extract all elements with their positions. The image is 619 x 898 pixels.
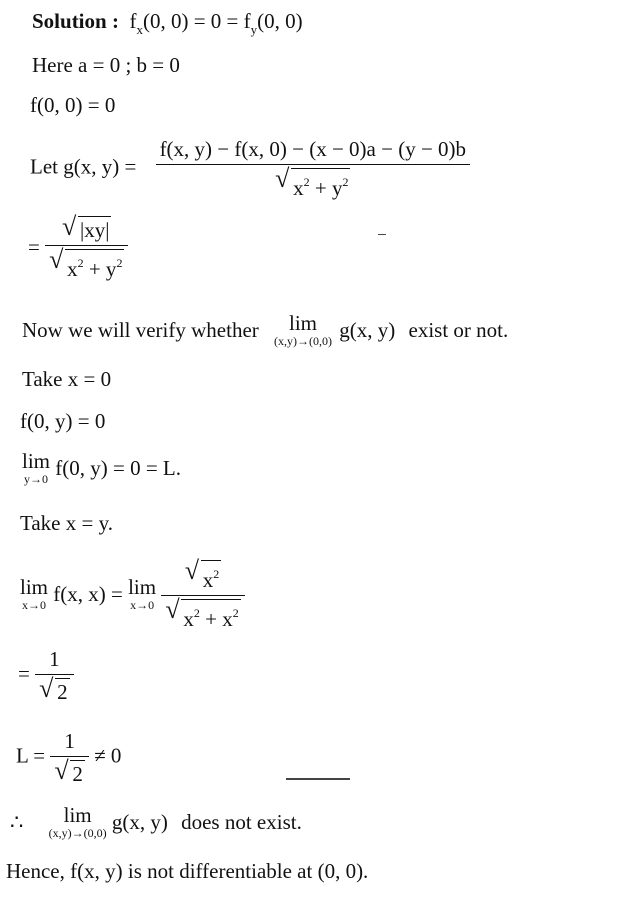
sqrt-sign: √ $x^2 + x^2$: [165, 595, 239, 631]
sqrt-sign: √ |xy|: [62, 212, 110, 242]
limit-operator: lim x→0: [128, 575, 157, 612]
limit-operator: lim (x,y)→(0,0): [274, 311, 332, 348]
let-g-lhs: Let g(x, y) =: [30, 154, 137, 179]
here-line: Here a = 0 ; b = 0: [32, 53, 180, 77]
partial-x: $f_x(0$, $0) = 0 = f_y(0$, 0): [129, 9, 303, 37]
sqrt-sign: √ $x^2 + y^2$: [49, 245, 123, 281]
scan-stroke: [286, 778, 350, 780]
limit-x-line: lim x→0 f(x, x) = lim x→0 √ $x^2$ √ $x^2 + x^2$: [20, 560, 245, 632]
sqrt-xy-denominator: [45, 246, 128, 282]
conclusion-limit-line: ∴ lim (x,y)→(0,0) g(x, y) does not exist.: [10, 803, 302, 840]
sqrt-xy-numerator: [45, 212, 128, 245]
final-statement-line: Hence, f(x, y) is not differentiable at (0, 0).: [6, 859, 369, 883]
g-denominator: [156, 165, 470, 201]
limit-y-line: lim y→0 f(0, y) = 0 = L.: [22, 449, 182, 486]
solution-line: [32, 8, 303, 43]
sqrt-sign: √ $x^2$: [184, 556, 220, 592]
solution-label: Solution :: [32, 9, 119, 33]
verify-line: Now we will verify whether lim (x,y)→(0,0) g(x, y) exist or not.: [22, 311, 509, 348]
therefore-symbol: ∴: [10, 809, 24, 834]
sqrt-xy-line: = √ |xy| √ $x^2 + y^2$: [28, 216, 128, 282]
sqrt-x2-denominator: [161, 596, 244, 632]
L-fraction: 1 √ 2: [50, 728, 89, 787]
sqrt-x2-fraction: [161, 556, 244, 632]
take-x0-line: Take x = 0: [22, 367, 112, 391]
L-value-line: L = 1 √ 2 ≠ 0: [16, 729, 122, 786]
g-numerator: f(x, y) − f(x, 0) − (x − 0)a − (y − 0)b: [159, 137, 467, 161]
limit-operator: lim (x,y)→(0,0): [48, 803, 107, 840]
sqrt-sign: √ 2: [39, 674, 68, 704]
scan-mark: [378, 234, 386, 235]
limit-operator: lim x→0: [20, 575, 49, 612]
one-over-root2-line: = 1 √ 2: [18, 646, 74, 705]
sqrt-x2-numerator: [161, 556, 244, 595]
sqrt-xy-fraction: [45, 212, 128, 282]
let-g-line: [30, 136, 470, 201]
g-definition-fraction: [156, 136, 470, 201]
limit-operator: lim y→0: [22, 449, 51, 486]
sqrt-sign: √ 2: [54, 756, 83, 786]
take-xy-line: Take x = y.: [20, 511, 113, 535]
f00-line: f(0, 0) = 0: [30, 93, 116, 117]
f0y-line: f(0, y) = 0: [20, 409, 106, 433]
one-over-root2-fraction: 1 √ 2: [35, 646, 74, 705]
sqrt-sign: √ $x^2 + y^2$: [275, 164, 349, 200]
